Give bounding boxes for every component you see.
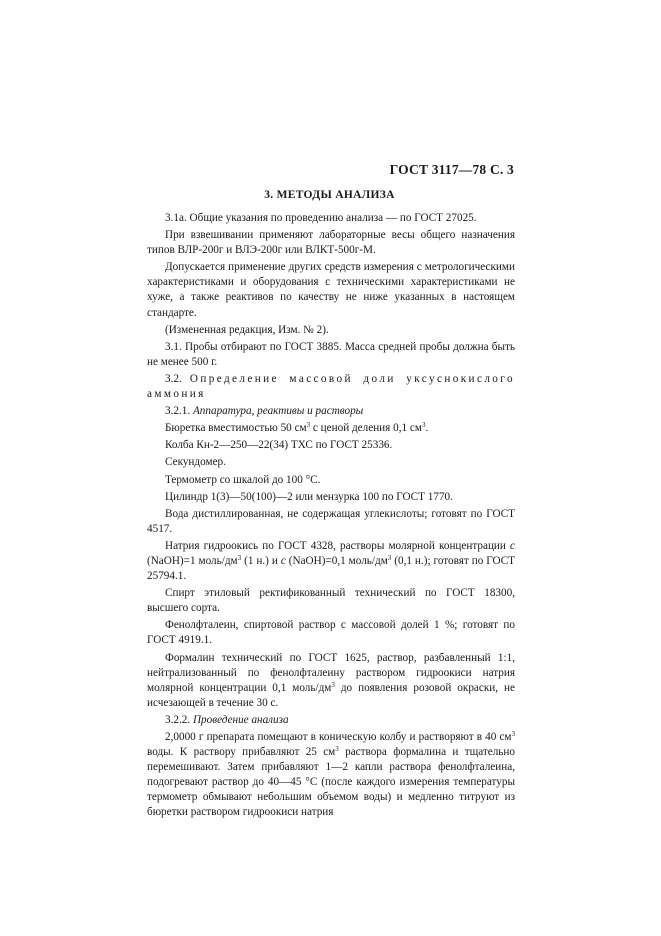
text-run: Натрия гидроокись по ГОСТ 4328, растворы молярной концентрации (165, 539, 511, 552)
text-run: . (425, 422, 429, 435)
superscript: 3 (331, 680, 335, 689)
text-run: 2,0000 г препарата помещают в коническую колбу и растворяют в 40 см (165, 731, 512, 743)
text-run: раствора формалина и тщательно перемешивают. Затем прибавляют 1—2 капли раствора фенолфталеина, подогревают раствор до 40—45 °С (после каждого измерения температуры термометр обмывают небольшим объемом воды) и медленно титруют из бюретки раствором гидроокиси натрия (147, 746, 515, 819)
paragraph: 3.1а. Общие указания по проведению анализа — по ГОСТ 27025. (165, 212, 477, 224)
paragraph: Секундомер. (165, 456, 226, 469)
paragraph: (Измененная редакция, Изм. № 2). (165, 323, 329, 336)
subsection-title: Аппаратура, реактивы и растворы (192, 405, 364, 418)
superscript: 3 (306, 421, 311, 430)
paragraph: Спирт этиловый ректификованный технический по ГОСТ 18300, высшего сорта. (147, 587, 515, 615)
document-body (147, 211, 515, 823)
text-run: с ценой деления 0,1 см (310, 422, 422, 435)
paragraph: Термометр со шкалой до 100 °С. (165, 473, 321, 486)
superscript: 3 (237, 553, 242, 562)
subsection-heading (147, 404, 515, 419)
paragraph: Цилиндр 1(3)—50(100)—2 или мензурка 100 по ГОСТ 1770. (165, 490, 453, 503)
paragraph (147, 421, 515, 436)
text-run: Бюретка вместимостью 50 см (165, 422, 307, 435)
subsection-number: 3.2.2. (165, 713, 191, 726)
superscript: 3 (387, 553, 392, 562)
text-run: (1 н.) и (241, 554, 281, 567)
paragraph: Фенолфталеин, спиртовой раствор с массовой долей 1 %; готовят по ГОСТ 4919.1. (147, 619, 515, 647)
page-header: ГОСТ 3117—78 С. 3 (389, 162, 514, 177)
subsection-number: 3.2.1. (165, 405, 191, 418)
paragraph: При взвешивании применяют лабораторные весы общего назначения типов ВЛР-200г и ВЛЭ-200г или ВЛКТ-500г-М. (147, 229, 515, 257)
paragraph (147, 730, 515, 821)
text-run: (NaOH)=0,1 моль/дм (285, 554, 388, 567)
text-run: c (280, 554, 286, 567)
text-run: Формалин технический по ГОСТ 1625, раствор, разбавленный 1:1, нейтрализованный по фенолфталеину раствором гидроокиси натрия молярной концентрации 0,1 моль/дм (147, 651, 515, 694)
section-title: 3. МЕТОДЫ АНАЛИЗА (264, 189, 395, 201)
paragraph: Допускается применение других средств измерения с метрологическими характеристиками и оборудования с техническими характеристиками не хуже, а также реактивов по качеству не ниже указанных в настоящем стандарте. (147, 261, 515, 319)
paragraph (147, 651, 515, 711)
paragraph: 3.1. Пробы отбирают по ГОСТ 3885. Масса средней пробы должна быть не менее 500 г. (147, 340, 515, 368)
subsection-heading (147, 372, 515, 402)
subsection-title: Проведение анализа (192, 713, 289, 726)
text-run: до появления розовой окраски, не исчезающей в течение 30 с. (147, 681, 515, 709)
subsection-heading (147, 713, 515, 728)
superscript: 3 (335, 745, 339, 754)
subsection-number: 3.2. (165, 372, 182, 385)
paragraph: Вода дистиллированная, не содержащая углекислоты; готовят по ГОСТ 4517. (147, 507, 515, 535)
text-run: (NaOH)=1 моль/дм (147, 554, 238, 567)
text-run: (0,1 н.); готовят по ГОСТ 25794.1. (147, 554, 515, 583)
superscript: 3 (421, 421, 426, 430)
text-run: c (510, 539, 515, 552)
paragraph: Колба Кн-2—250—22(34) ТХС по ГОСТ 25336. (165, 439, 393, 452)
subsection-title: Определение массовой доли уксуснокислого аммония (147, 372, 515, 401)
text-run: воды. К раствору прибавляют 25 см (147, 746, 336, 759)
paragraph (147, 539, 515, 584)
superscript: 3 (511, 730, 515, 738)
